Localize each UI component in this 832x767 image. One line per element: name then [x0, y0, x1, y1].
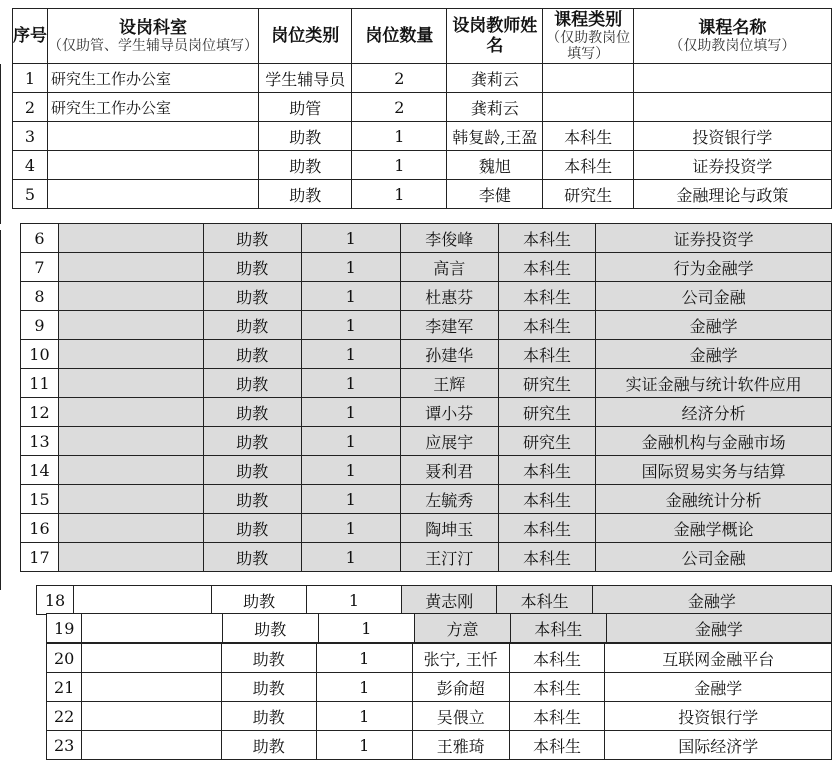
row-office	[58, 485, 203, 514]
row-type: 助教	[221, 702, 316, 731]
table-row	[21, 514, 832, 543]
row-course: 金融统计分析	[596, 485, 832, 514]
row-serial: 21	[47, 673, 82, 702]
row-type: 助教	[259, 122, 352, 151]
row-serial: 19	[47, 614, 82, 643]
table-row	[47, 614, 832, 643]
row-serial: 4	[13, 151, 48, 180]
row-serial: 6	[21, 224, 59, 253]
header-count: 岗位数量	[352, 9, 447, 64]
row-category: 本科生	[510, 614, 606, 643]
header-course: 课程名称 （仅助教岗位填写）	[633, 9, 831, 64]
table-block-middle	[20, 223, 832, 572]
row-course: 金融学	[592, 586, 831, 615]
row-teacher: 李建军	[400, 311, 498, 340]
row-office	[58, 340, 203, 369]
row-serial: 16	[21, 514, 59, 543]
row-teacher: 方意	[415, 614, 511, 643]
row-category: 本科生	[498, 282, 596, 311]
row-serial: 20	[47, 644, 82, 673]
row-type: 助教	[212, 586, 306, 615]
row-serial: 17	[21, 543, 59, 572]
row-teacher: 孙建华	[400, 340, 498, 369]
header-teacher: 设岗教师姓名	[447, 9, 543, 64]
table-block-row19	[46, 613, 832, 643]
row-teacher: 陶坤玉	[400, 514, 498, 543]
row-course: 国际经济学	[605, 731, 832, 760]
row-office	[82, 614, 223, 643]
row-count: 1	[352, 151, 447, 180]
row-type: 助教	[203, 514, 301, 543]
table-row	[21, 485, 832, 514]
row-serial: 10	[21, 340, 59, 369]
row-count: 1	[301, 456, 400, 485]
row-category: 本科生	[543, 151, 633, 180]
row-teacher: 龚莉云	[447, 93, 543, 122]
table-row	[21, 224, 832, 253]
table-row	[47, 702, 832, 731]
row-type: 助教	[203, 398, 301, 427]
row-teacher: 黄志刚	[402, 586, 497, 615]
row-office	[58, 369, 203, 398]
row-category: 本科生	[498, 340, 596, 369]
row-office	[48, 122, 259, 151]
row-serial: 5	[13, 180, 48, 209]
row-category: 本科生	[498, 224, 596, 253]
row-count: 1	[301, 369, 400, 398]
row-category: 研究生	[543, 180, 633, 209]
header-serial: 序号	[13, 9, 48, 64]
row-office	[82, 673, 221, 702]
row-category: 研究生	[498, 398, 596, 427]
table-block-top	[12, 8, 832, 209]
row-teacher: 李俊峰	[400, 224, 498, 253]
row-count: 2	[352, 93, 447, 122]
table-block-bottom	[46, 643, 832, 760]
row-office	[58, 456, 203, 485]
row-office: 研究生工作办公室	[48, 64, 259, 93]
row-serial: 18	[37, 586, 74, 615]
row-type: 助教	[203, 485, 301, 514]
row-course: 投资银行学	[633, 122, 831, 151]
table-row	[13, 180, 832, 209]
row-type: 助教	[203, 456, 301, 485]
row-count: 1	[316, 702, 412, 731]
table-row	[21, 456, 832, 485]
row-category: 本科生	[498, 253, 596, 282]
table-row	[21, 398, 832, 427]
row-teacher: 应展宇	[400, 427, 498, 456]
row-category: 本科生	[498, 514, 596, 543]
row-count: 1	[316, 731, 412, 760]
row-count: 1	[318, 614, 415, 643]
row-course: 行为金融学	[596, 253, 832, 282]
row-teacher: 韩复龄,王盈	[447, 122, 543, 151]
row-count: 1	[301, 224, 400, 253]
row-serial: 12	[21, 398, 59, 427]
row-count: 1	[306, 586, 401, 615]
row-teacher: 王雅琦	[412, 731, 509, 760]
header-office: 设岗科室 （仅助管、学生辅导员岗位填写）	[48, 9, 259, 64]
row-category: 研究生	[498, 427, 596, 456]
row-course: 投资银行学	[605, 702, 832, 731]
row-office	[82, 702, 221, 731]
row-count: 1	[301, 485, 400, 514]
row-course: 公司金融	[596, 543, 832, 572]
row-count: 1	[301, 311, 400, 340]
row-course	[633, 64, 831, 93]
row-serial: 8	[21, 282, 59, 311]
row-teacher: 王汀汀	[400, 543, 498, 572]
row-category: 本科生	[509, 702, 605, 731]
row-category: 本科生	[509, 731, 605, 760]
row-category: 本科生	[498, 485, 596, 514]
row-office	[74, 586, 212, 615]
row-office	[58, 514, 203, 543]
row-course: 经济分析	[596, 398, 832, 427]
row-count: 1	[301, 253, 400, 282]
table-row	[47, 673, 832, 702]
row-course: 金融学	[596, 311, 832, 340]
row-category: 本科生	[509, 644, 605, 673]
row-office	[58, 224, 203, 253]
row-course: 互联网金融平台	[605, 644, 832, 673]
row-category: 本科生	[509, 673, 605, 702]
row-count: 1	[352, 180, 447, 209]
row-office	[58, 311, 203, 340]
row-teacher: 魏旭	[447, 151, 543, 180]
row-office	[58, 253, 203, 282]
row-count: 1	[301, 427, 400, 456]
row-office	[48, 180, 259, 209]
row-category	[543, 93, 633, 122]
row-type: 助管	[259, 93, 352, 122]
row-type: 助教	[223, 614, 319, 643]
table-row	[21, 543, 832, 572]
row-teacher: 聂利君	[400, 456, 498, 485]
table-row	[21, 427, 832, 456]
row-course: 国际贸易实务与结算	[596, 456, 832, 485]
row-type: 助教	[203, 427, 301, 456]
left-edge-line	[0, 64, 1, 224]
row-category: 本科生	[543, 122, 633, 151]
row-office	[58, 427, 203, 456]
row-course: 金融理论与政策	[633, 180, 831, 209]
row-category: 本科生	[498, 543, 596, 572]
row-count: 1	[301, 340, 400, 369]
table-row	[47, 731, 832, 760]
row-course: 金融学	[596, 340, 832, 369]
row-course: 公司金融	[596, 282, 832, 311]
row-count: 1	[301, 514, 400, 543]
table-row	[21, 311, 832, 340]
row-teacher: 高言	[400, 253, 498, 282]
row-course: 证券投资学	[596, 224, 832, 253]
table-row	[21, 340, 832, 369]
header-type: 岗位类别	[259, 9, 352, 64]
row-teacher: 龚莉云	[447, 64, 543, 93]
row-serial: 22	[47, 702, 82, 731]
row-office	[82, 731, 221, 760]
row-type: 助教	[259, 151, 352, 180]
row-teacher: 彭俞超	[412, 673, 509, 702]
row-teacher: 张宁, 王忏	[412, 644, 509, 673]
table-row	[37, 586, 832, 615]
row-category: 研究生	[498, 369, 596, 398]
table-row	[13, 151, 832, 180]
row-type: 助教	[221, 644, 316, 673]
row-category	[543, 64, 633, 93]
table-block-row18	[36, 585, 832, 615]
row-teacher: 左毓秀	[400, 485, 498, 514]
row-serial: 15	[21, 485, 59, 514]
table-row	[21, 282, 832, 311]
row-category: 本科生	[498, 456, 596, 485]
row-serial: 2	[13, 93, 48, 122]
row-course: 金融学	[605, 673, 832, 702]
row-office	[48, 151, 259, 180]
row-type: 助教	[203, 340, 301, 369]
row-type: 助教	[203, 369, 301, 398]
row-course: 金融机构与金融市场	[596, 427, 832, 456]
row-course: 金融学	[606, 614, 831, 643]
row-teacher: 李健	[447, 180, 543, 209]
row-serial: 13	[21, 427, 59, 456]
row-serial: 7	[21, 253, 59, 282]
row-course	[633, 93, 831, 122]
row-category: 本科生	[498, 311, 596, 340]
row-count: 1	[301, 398, 400, 427]
row-serial: 9	[21, 311, 59, 340]
row-type: 学生辅导员	[259, 64, 352, 93]
row-serial: 3	[13, 122, 48, 151]
row-type: 助教	[221, 673, 316, 702]
row-office: 研究生工作办公室	[48, 93, 259, 122]
row-teacher: 杜惠芬	[400, 282, 498, 311]
row-office	[82, 644, 221, 673]
table-header-row	[13, 9, 832, 64]
table-row	[21, 369, 832, 398]
row-type: 助教	[221, 731, 316, 760]
row-office	[58, 543, 203, 572]
row-course: 实证金融与统计软件应用	[596, 369, 832, 398]
row-count: 1	[316, 673, 412, 702]
row-type: 助教	[203, 253, 301, 282]
row-office	[58, 282, 203, 311]
row-type: 助教	[203, 311, 301, 340]
row-count: 1	[316, 644, 412, 673]
row-type: 助教	[203, 543, 301, 572]
table-row	[47, 644, 832, 673]
row-category: 本科生	[497, 586, 592, 615]
table-row	[13, 122, 832, 151]
row-type: 助教	[203, 224, 301, 253]
table-row	[21, 253, 832, 282]
table-row	[13, 93, 832, 122]
row-serial: 11	[21, 369, 59, 398]
row-serial: 1	[13, 64, 48, 93]
row-count: 1	[301, 543, 400, 572]
table-row	[13, 64, 832, 93]
row-serial: 23	[47, 731, 82, 760]
row-serial: 14	[21, 456, 59, 485]
row-office	[58, 398, 203, 427]
row-count: 2	[352, 64, 447, 93]
header-category: 课程类别 （仅助教岗位填写）	[543, 9, 633, 64]
row-teacher: 谭小芬	[400, 398, 498, 427]
row-course: 证券投资学	[633, 151, 831, 180]
row-course: 金融学概论	[596, 514, 832, 543]
row-count: 1	[301, 282, 400, 311]
row-count: 1	[352, 122, 447, 151]
row-type: 助教	[203, 282, 301, 311]
row-teacher: 吴偎立	[412, 702, 509, 731]
row-teacher: 王辉	[400, 369, 498, 398]
row-type: 助教	[259, 180, 352, 209]
left-edge-line	[0, 230, 1, 590]
